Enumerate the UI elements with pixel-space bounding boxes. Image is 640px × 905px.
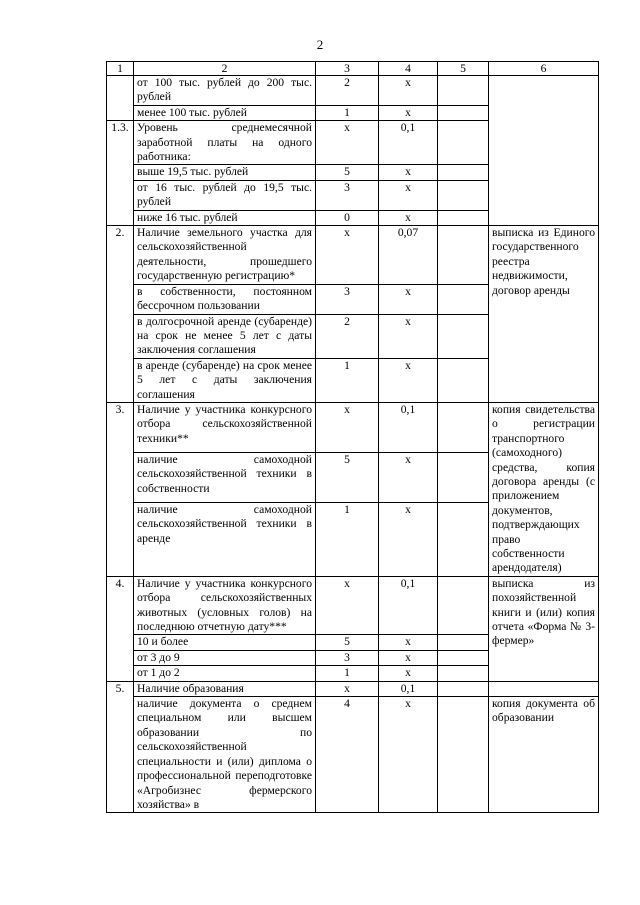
documents-cell: копия документа об образовании bbox=[489, 697, 599, 813]
criterion-text: Наличие у участника конкурсного отбора сельскохозяйственных животных (условных голов) на последнюю отчетную дату*** bbox=[134, 576, 316, 635]
weight-cell: 0,07 bbox=[379, 226, 438, 285]
criterion-text: Уровень среднемесячной заработной платы на одного работника: bbox=[134, 121, 316, 165]
column-header: 6 bbox=[489, 62, 599, 76]
table-row bbox=[107, 76, 599, 106]
score-cell: 5 bbox=[316, 635, 379, 650]
score-cell: х bbox=[316, 121, 379, 165]
weight-cell: х bbox=[379, 452, 438, 502]
score-cell: 0 bbox=[316, 210, 379, 225]
row-number: 1.3. bbox=[107, 121, 134, 226]
score-cell: 1 bbox=[316, 105, 379, 120]
score-cell: х bbox=[316, 576, 379, 635]
table-row bbox=[107, 402, 599, 452]
score-cell: 4 bbox=[316, 697, 379, 813]
weight-cell: 0,1 bbox=[379, 402, 438, 452]
table-row bbox=[107, 576, 599, 635]
score-cell: 1 bbox=[316, 502, 379, 576]
value-cell bbox=[438, 502, 489, 576]
criterion-text: наличие самоходной сельскохозяйственной техники в собственности bbox=[134, 452, 316, 502]
row-number: 5. bbox=[107, 681, 134, 813]
value-cell bbox=[438, 165, 489, 180]
score-cell: 5 bbox=[316, 165, 379, 180]
criterion-text: наличие самоходной сельскохозяйственной техники в аренде bbox=[134, 502, 316, 576]
score-cell: х bbox=[316, 402, 379, 452]
value-cell bbox=[438, 226, 489, 285]
score-cell: 1 bbox=[316, 666, 379, 681]
weight-cell: х bbox=[379, 358, 438, 402]
row-number: 4. bbox=[107, 576, 134, 681]
criterion-text: в аренде (субаренде) на срок менее 5 лет с даты заключения соглашения bbox=[134, 358, 316, 402]
criterion-text: в собственности, постоянном бессрочном пользовании bbox=[134, 284, 316, 314]
value-cell bbox=[438, 452, 489, 502]
table-row bbox=[107, 226, 599, 285]
documents-cell bbox=[489, 76, 599, 226]
criterion-text: в долгосрочной аренде (субаренде) на срок не менее 5 лет с даты заключения соглашения bbox=[134, 314, 316, 358]
criterion-text: выше 19,5 тыс. рублей bbox=[134, 165, 316, 180]
weight-cell: х bbox=[379, 284, 438, 314]
criterion-text: менее 100 тыс. рублей bbox=[134, 105, 316, 120]
weight-cell: 0,1 bbox=[379, 576, 438, 635]
criterion-text: ниже 16 тыс. рублей bbox=[134, 210, 316, 225]
row-number: 3. bbox=[107, 402, 134, 576]
value-cell bbox=[438, 576, 489, 635]
weight-cell: х bbox=[379, 314, 438, 358]
documents-cell bbox=[489, 681, 599, 696]
weight-cell: х bbox=[379, 180, 438, 210]
table-row bbox=[107, 681, 599, 696]
criterion-text: от 100 тыс. рублей до 200 тыс. рублей bbox=[134, 76, 316, 106]
weight-cell: х bbox=[379, 697, 438, 813]
criterion-text: Наличие земельного участка для сельскохозяйственной деятельности, прошедшего государственную регистрацию* bbox=[134, 226, 316, 285]
score-cell: 3 bbox=[316, 284, 379, 314]
weight-cell: х bbox=[379, 650, 438, 665]
value-cell bbox=[438, 635, 489, 650]
row-number bbox=[107, 76, 134, 121]
value-cell bbox=[438, 697, 489, 813]
score-cell: х bbox=[316, 226, 379, 285]
criterion-text: наличие документа о среднем специальном или высшем образовании по сельскохозяйственной специальности и (или) диплома о профессиональной переподготовке «Агробизнес фермерского хозяйства» в bbox=[134, 697, 316, 813]
value-cell bbox=[438, 681, 489, 696]
weight-cell: х bbox=[379, 666, 438, 681]
value-cell bbox=[438, 650, 489, 665]
weight-cell: 0,1 bbox=[379, 681, 438, 696]
value-cell bbox=[438, 314, 489, 358]
weight-cell: х bbox=[379, 635, 438, 650]
weight-cell: х bbox=[379, 165, 438, 180]
value-cell bbox=[438, 210, 489, 225]
column-header: 1 bbox=[107, 62, 134, 76]
criterion-text: от 16 тыс. рублей до 19,5 тыс. рублей bbox=[134, 180, 316, 210]
value-cell bbox=[438, 121, 489, 165]
value-cell bbox=[438, 105, 489, 120]
page-number: 2 bbox=[316, 37, 324, 52]
criterion-text: Наличие образования bbox=[134, 681, 316, 696]
criteria-table bbox=[106, 61, 599, 813]
table-header-row bbox=[107, 62, 599, 76]
value-cell bbox=[438, 666, 489, 681]
documents-cell: копия свидетельства о регистрации транспортного (самоходного) средства, копия договора аренды (с приложением документов, подтверждающих право собственности арендодателя) bbox=[489, 402, 599, 576]
value-cell bbox=[438, 284, 489, 314]
score-cell: 1 bbox=[316, 358, 379, 402]
score-cell: х bbox=[316, 681, 379, 696]
column-header: 4 bbox=[379, 62, 438, 76]
score-cell: 2 bbox=[316, 76, 379, 106]
score-cell: 3 bbox=[316, 650, 379, 665]
column-header: 2 bbox=[134, 62, 316, 76]
value-cell bbox=[438, 358, 489, 402]
value-cell bbox=[438, 180, 489, 210]
score-cell: 5 bbox=[316, 452, 379, 502]
criterion-text: от 1 до 2 bbox=[134, 666, 316, 681]
documents-cell: выписка из Единого государственного реестра недвижимости, договор аренды bbox=[489, 226, 599, 403]
value-cell bbox=[438, 76, 489, 106]
weight-cell: 0,1 bbox=[379, 121, 438, 165]
column-header: 3 bbox=[316, 62, 379, 76]
weight-cell: х bbox=[379, 105, 438, 120]
score-cell: 2 bbox=[316, 314, 379, 358]
score-cell: 3 bbox=[316, 180, 379, 210]
weight-cell: х bbox=[379, 210, 438, 225]
criterion-text: 10 и более bbox=[134, 635, 316, 650]
weight-cell: х bbox=[379, 76, 438, 106]
table-row bbox=[107, 697, 599, 813]
row-number: 2. bbox=[107, 226, 134, 403]
criterion-text: от 3 до 9 bbox=[134, 650, 316, 665]
column-header: 5 bbox=[438, 62, 489, 76]
documents-cell: выписка из похозяйственной книги и (или) копия отчета «Форма № 3-фермер» bbox=[489, 576, 599, 681]
value-cell bbox=[438, 402, 489, 452]
weight-cell: х bbox=[379, 502, 438, 576]
criterion-text: Наличие у участника конкурсного отбора сельскохозяйственной техники** bbox=[134, 402, 316, 452]
